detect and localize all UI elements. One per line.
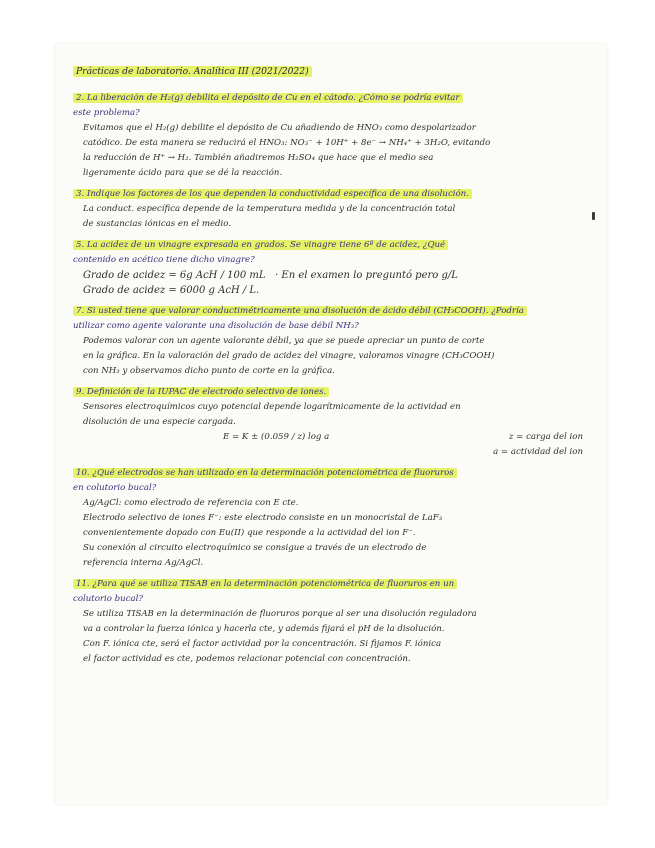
question-3-line-1: 3. Indique los factores de los que dependen la conductividad específica de una disolución. (73, 187, 593, 202)
equation-notes (493, 430, 583, 460)
notes-content (73, 64, 593, 667)
answer-11-line-2: va a controlar la fuerza iónica y hacerla cte, y además fijará el pH de la disolución. (83, 624, 445, 634)
equation-note-activity: a = actividad del ion (493, 447, 583, 457)
answer-7-line-3: con NH₃ y observamos dicho punto de corte en la gráfica. (83, 366, 335, 376)
answer-10-line-5: referencia interna Ag/AgCl. (83, 558, 204, 568)
answer-11 (73, 607, 593, 667)
question-11 (73, 577, 593, 607)
question-11-line-2: colutorio bucal? (73, 594, 143, 604)
question-9-line-1: 9. Definición de la IUPAC de electrodo selectivo de iones. (73, 385, 593, 400)
answer-9 (73, 400, 593, 460)
answer-11-line-1: Se utiliza TISAB en la determinación de fluoruros porque al ser una disolución reguladora (83, 609, 477, 619)
question-10-line-1: 10. ¿Qué electrodos se han utilizado en la determinación potenciométrica de fluoruros (73, 466, 593, 481)
answer-5 (73, 268, 593, 298)
answer-2-line-2: catódico. De esta manera se reducirá el HNO₃: NO₃⁻ + 10H⁺ + 8e⁻ → NH₄⁺ + 3H₂O, evitando (83, 138, 491, 148)
answer-7-line-1: Podemos valorar con un agente valorante débil, ya que se puede apreciar un punto de corte (83, 336, 485, 346)
notebook-page (55, 44, 607, 804)
answer-2-line-4: ligeramente ácido para que se dé la reacción. (83, 168, 283, 178)
answer-3 (73, 202, 593, 232)
answer-5-exam-note: · En el examen lo preguntó pero g/L (275, 270, 458, 281)
question-2 (73, 91, 593, 121)
answer-3-line-1: La conduct. específica depende de la temperatura medida y de la concentración total (83, 204, 456, 214)
nernst-equation-row (83, 430, 593, 460)
answer-10-line-1: Ag/AgCl: como electrodo de referencia con E cte. (83, 498, 299, 508)
question-9 (73, 385, 593, 400)
answer-2-line-3: la reducción de H⁺ → H₂. También añadiremos H₂SO₄ que hace que el medio sea (83, 153, 434, 163)
answer-7 (73, 334, 593, 379)
question-5 (73, 238, 593, 268)
answer-2 (73, 121, 593, 181)
equation-note-charge: z = carga del ion (508, 432, 583, 442)
answer-10-line-3: convenientemente dopado con Eu(II) que responde a la actividad del ion F⁻. (83, 528, 416, 538)
question-7 (73, 304, 593, 334)
question-10-line-2: en colutorio bucal? (73, 483, 157, 493)
question-5-line-1: 5. La acidez de un vinagre expresada en grados. Se vinagre tiene 6º de acidez, ¿Qué (73, 238, 593, 253)
margin-pen-mark (592, 212, 595, 220)
answer-11-line-4: el factor actividad es cte, podemos relacionar potencial con concentración. (83, 654, 411, 664)
answer-7-line-2: en la gráfica. En la valoración del grado de acidez del vinagre, valoramos vinagre (CH₃COOH) (83, 351, 495, 361)
question-3 (73, 187, 593, 202)
answer-10-line-4: Su conexión al circuito electroquímico se consigue a través de un electrodo de (83, 543, 427, 553)
answer-10 (73, 496, 593, 571)
question-2-line-2: este problema? (73, 108, 140, 118)
question-10 (73, 466, 593, 496)
page-title: Prácticas de laboratorio. Analítica III (2021/2022) (73, 64, 312, 79)
question-7-line-2: utilizar como agente valorante una disolución de base débil NH₃? (73, 321, 359, 331)
question-5-line-2: contenido en acético tiene dicho vinagre? (73, 255, 255, 265)
answer-9-line-1: Sensores electroquímicos cuyo potencial depende logarítmicamente de la actividad en (83, 402, 461, 412)
answer-3-line-2: de sustancias iónicas en el medio. (83, 219, 232, 229)
answer-9-line-2: disolución de una especie cargada. (83, 417, 236, 427)
answer-11-line-3: Con F. iónica cte, será el factor actividad por la concentración. Si fijamos F. iónica (83, 639, 442, 649)
answer-5-line-1: Grado de acidez = 6g AcH / 100 mL · En el examen lo preguntó pero g/L (83, 270, 458, 281)
question-7-line-1: 7. Si usted tiene que valorar conductimétricamente una disolución de ácido débil (CH₃COOH). ¿Podría (73, 304, 593, 319)
nernst-equation: E = K ± (0.059 / z) log a (223, 432, 330, 442)
question-2-line-1: 2. La liberación de H₂(g) debilita el depósito de Cu en el cátodo. ¿Cómo se podría evitar (73, 93, 463, 103)
answer-5-line-2: Grado de acidez = 6000 g AcH / L. (83, 285, 260, 296)
answer-10-line-2: Electrodo selectivo de iones F⁻: este electrodo consiste en un monocristal de LaF₃ (83, 513, 443, 523)
question-11-line-1: 11. ¿Para qué se utiliza TISAB en la determinación potenciométrica de fluoruros en un (73, 577, 593, 592)
answer-2-line-1: Evitamos que el H₂(g) debilite el depósito de Cu añadiendo de HNO₃ como despolarizador (83, 123, 476, 133)
